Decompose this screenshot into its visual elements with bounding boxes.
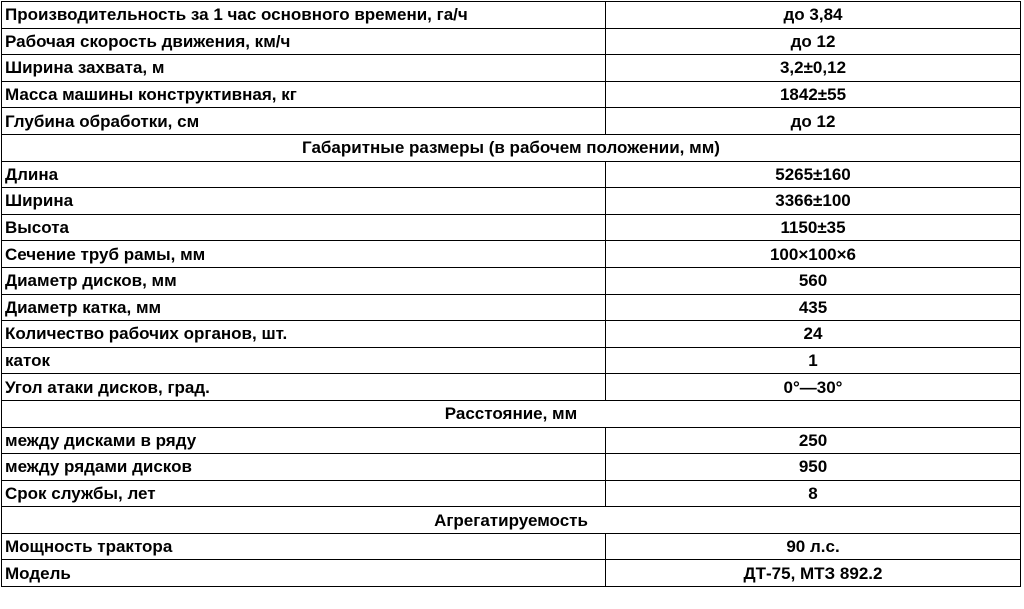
section-header-row [2, 400, 1021, 427]
parameter-label: Мощность трактора [2, 533, 606, 560]
table-row [2, 294, 1021, 321]
parameter-label: Длина [2, 161, 606, 188]
parameter-value: 1 [606, 347, 1021, 374]
parameter-label: Рабочая скорость движения, км/ч [2, 28, 606, 55]
table-row [2, 241, 1021, 268]
table-row [2, 427, 1021, 454]
parameter-value: 1842±55 [606, 81, 1021, 108]
parameter-label: Срок службы, лет [2, 480, 606, 507]
parameter-value: до 12 [606, 28, 1021, 55]
parameter-value: 5265±160 [606, 161, 1021, 188]
section-header: Расстояние, мм [2, 400, 1021, 427]
table-row [2, 81, 1021, 108]
table-row [2, 108, 1021, 135]
parameter-label: Диаметр дисков, мм [2, 267, 606, 294]
parameter-value: 0°—30° [606, 374, 1021, 401]
table-row [2, 321, 1021, 348]
table-row [2, 454, 1021, 481]
parameter-value: до 3,84 [606, 2, 1021, 29]
parameter-value: 560 [606, 267, 1021, 294]
specifications-table-body [2, 2, 1021, 587]
parameter-label: между дисками в ряду [2, 427, 606, 454]
parameter-label: Количество рабочих органов, шт. [2, 321, 606, 348]
parameter-value: 8 [606, 480, 1021, 507]
table-row [2, 480, 1021, 507]
specifications-table [1, 1, 1021, 587]
parameter-value: 950 [606, 454, 1021, 481]
table-row [2, 2, 1021, 29]
parameter-value: до 12 [606, 108, 1021, 135]
table-row [2, 28, 1021, 55]
parameter-label: Масса машины конструктивная, кг [2, 81, 606, 108]
section-header-row [2, 507, 1021, 534]
table-row [2, 267, 1021, 294]
parameter-label: каток [2, 347, 606, 374]
parameter-value: ДТ-75, МТЗ 892.2 [606, 560, 1021, 587]
table-row [2, 55, 1021, 82]
table-row [2, 533, 1021, 560]
parameter-label: Ширина захвата, м [2, 55, 606, 82]
table-row [2, 161, 1021, 188]
parameter-value: 435 [606, 294, 1021, 321]
parameter-value: 90 л.с. [606, 533, 1021, 560]
parameter-label: Ширина [2, 188, 606, 215]
section-header: Габаритные размеры (в рабочем положении, мм) [2, 134, 1021, 161]
section-header-row [2, 134, 1021, 161]
parameter-label: Производительность за 1 час основного времени, га/ч [2, 2, 606, 29]
parameter-value: 1150±35 [606, 214, 1021, 241]
section-header: Агрегатируемость [2, 507, 1021, 534]
table-row [2, 347, 1021, 374]
parameter-value: 3366±100 [606, 188, 1021, 215]
parameter-label: Высота [2, 214, 606, 241]
table-row [2, 560, 1021, 587]
table-row [2, 374, 1021, 401]
parameter-label: Угол атаки дисков, град. [2, 374, 606, 401]
table-row [2, 214, 1021, 241]
parameter-value: 250 [606, 427, 1021, 454]
parameter-label: Сечение труб рамы, мм [2, 241, 606, 268]
parameter-label: Модель [2, 560, 606, 587]
parameter-label: между рядами дисков [2, 454, 606, 481]
parameter-value: 24 [606, 321, 1021, 348]
parameter-label: Глубина обработки, см [2, 108, 606, 135]
parameter-value: 3,2±0,12 [606, 55, 1021, 82]
parameter-label: Диаметр катка, мм [2, 294, 606, 321]
parameter-value: 100×100×6 [606, 241, 1021, 268]
table-row [2, 188, 1021, 215]
